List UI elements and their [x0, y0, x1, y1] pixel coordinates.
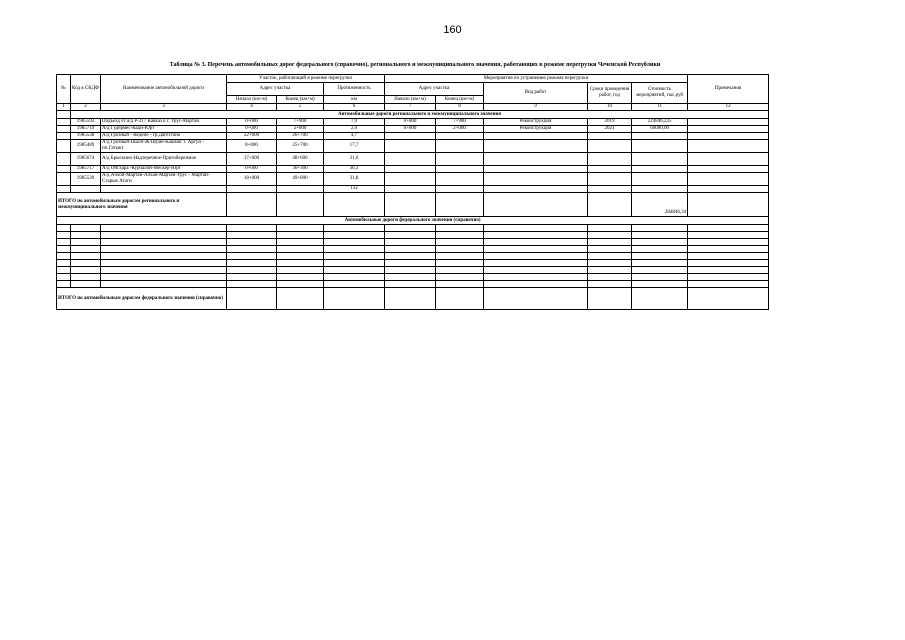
table-row: [57, 281, 769, 288]
column-number: 11: [632, 104, 688, 111]
header-notes: Примечания: [688, 75, 769, 104]
measure-start: [385, 133, 436, 140]
table-row: [57, 166, 769, 173]
header-start: Начало (км+м): [227, 96, 277, 104]
header-work-type: Вид работ: [484, 83, 588, 104]
section-end: 2+000: [277, 126, 324, 133]
section-length: 17,7: [324, 140, 385, 153]
header-cost: Стоимость мероприятий, тыс.руб: [632, 83, 688, 104]
total-federal-row: [57, 288, 769, 310]
section-federal-row: [57, 217, 769, 225]
work-year: [588, 140, 632, 153]
measure-cost: [632, 166, 688, 173]
header-code: Код в СКДФ: [71, 75, 101, 104]
section-start: 17+000: [227, 153, 277, 166]
section-length: 36,3: [324, 166, 385, 173]
work-type: [484, 173, 588, 186]
measure-end: [436, 140, 484, 153]
work-type: [484, 166, 588, 173]
work-year: 2021: [588, 126, 632, 133]
column-number: 1: [57, 104, 71, 111]
work-type: [484, 153, 588, 166]
table-row: [57, 140, 769, 153]
column-number: 4: [227, 104, 277, 111]
road-name: Подъезд от а/д Р-217 Кавказ к г. Урус-Мартан: [101, 119, 227, 126]
total-regional-cost: 284846,34: [632, 193, 688, 217]
header-start-measures: Начало (км+м): [385, 96, 436, 104]
work-year: [588, 153, 632, 166]
roads-table: [56, 74, 769, 310]
section-length: 7,9: [324, 119, 385, 126]
header-num: №: [57, 75, 71, 104]
road-name: А/д Гудермес-Кади-Юрт: [101, 126, 227, 133]
table-row: [57, 153, 769, 166]
measure-cost: 224846,235: [632, 119, 688, 126]
table-row: [57, 267, 769, 274]
section-start: 0+000: [227, 119, 277, 126]
table-row: [57, 225, 769, 232]
measure-cost: [632, 153, 688, 166]
measure-start: 0+000: [385, 119, 436, 126]
total-regional-label: ИТОГО по автомобильным дорогам регионального и межмуниципального значения: [57, 193, 227, 217]
section-start: 18+000: [227, 173, 277, 186]
page-number: 160: [443, 24, 462, 36]
section-regional-row: [57, 111, 769, 119]
measure-start: 0+000: [385, 126, 436, 133]
column-number: 10: [588, 104, 632, 111]
header-row-1: [57, 75, 769, 83]
length-total-row: [57, 186, 769, 193]
table-row: [57, 133, 769, 140]
column-number: 3: [101, 104, 227, 111]
road-name: А/д Брыскино-Надтеречное-Пригобережное: [101, 153, 227, 166]
road-name: А/д Ачхой-Мартан-Алхан-Мартан-Урус - Мартан-Старые Атаги: [101, 173, 227, 186]
road-code: 1985674: [71, 153, 101, 166]
header-length: Протяженность: [324, 83, 385, 96]
work-type: [484, 133, 588, 140]
work-type: Реконструкция: [484, 126, 588, 133]
work-type: [484, 140, 588, 153]
section-length: 31,8: [324, 173, 385, 186]
total-regional-row: [57, 193, 769, 217]
section-end: 36+300: [277, 166, 324, 173]
header-end-measures: Конец (км+м): [436, 96, 484, 104]
table-row: [57, 126, 769, 133]
measure-end: [436, 133, 484, 140]
column-number: 5: [277, 104, 324, 111]
measure-end: 2+000: [436, 126, 484, 133]
section-start: 0+000: [227, 166, 277, 173]
road-code: 1985719: [71, 126, 101, 133]
measure-start: [385, 153, 436, 166]
section-start: 22+000: [227, 133, 277, 140]
column-number: 9: [484, 104, 588, 111]
section-end: 26+700: [277, 133, 324, 140]
section-length: 4,7: [324, 133, 385, 140]
road-code: 1985717: [71, 166, 101, 173]
road-code: 1985592: [71, 119, 101, 126]
table-row: [57, 239, 769, 246]
measure-end: [436, 153, 484, 166]
measure-end: [436, 173, 484, 186]
section-start: 8+000: [227, 140, 277, 153]
header-address: Адрес участка: [227, 83, 324, 96]
section-end: 48+600: [277, 153, 324, 166]
measure-cost: [632, 140, 688, 153]
table-row: [57, 274, 769, 281]
column-number: 12: [688, 104, 769, 111]
road-code: 1985489: [71, 140, 101, 153]
total-federal-label: ИТОГО по автомобильным дорогам федерального значения (справочно): [57, 288, 227, 310]
measure-cost: [632, 133, 688, 140]
section-end: 49+800: [277, 173, 324, 186]
header-length-unit: км: [324, 96, 385, 104]
table-row: [57, 232, 769, 239]
document-title: Таблица № 3. Перечень автомобильных дорог федерального (справочно), регионального и межмуниципального значения, работающих в режиме перегрузки Чеченской Республики: [169, 62, 661, 68]
road-name: А/д Ойсхара -Курчалой-Мескер-Юрт: [101, 166, 227, 173]
section-federal-title: Автомобильные дороги федерального значения (справочно): [57, 217, 769, 225]
road-code: 1985539: [71, 173, 101, 186]
header-address-measures: Адрес участка: [385, 83, 484, 96]
section-end: 7+900: [277, 119, 324, 126]
work-year: [588, 173, 632, 186]
work-year: [588, 133, 632, 140]
road-name: А/д Грозный-Шали-Ж/Шуме-Кашмаг з. Аргун - пп.Гатыкт: [101, 140, 227, 153]
column-number: 7: [385, 104, 436, 111]
table-row: [57, 260, 769, 267]
measure-end: [436, 166, 484, 173]
regional-length-total: 132: [324, 186, 385, 193]
measure-start: [385, 166, 436, 173]
column-numbers-row: [57, 104, 769, 111]
measure-cost: [632, 173, 688, 186]
work-year: 2019: [588, 119, 632, 126]
work-type: Реконструкция: [484, 119, 588, 126]
section-length: 31,6: [324, 153, 385, 166]
column-number: 6: [324, 104, 385, 111]
header-period: Сроки проведения работ, год: [588, 83, 632, 104]
table-row: [57, 173, 769, 186]
table-row: [57, 253, 769, 260]
header-end: Конец (км+м): [277, 96, 324, 104]
column-number: 8: [436, 104, 484, 111]
section-length: 2,0: [324, 126, 385, 133]
road-name: А/д Грозный - Ведено - гр.Дагестана: [101, 133, 227, 140]
column-number: 2: [71, 104, 101, 111]
section-regional-title: Автомобильные дороги регионального и межмуниципального значения: [71, 111, 769, 119]
work-year: [588, 166, 632, 173]
measure-end: 7+900: [436, 119, 484, 126]
measure-cost: 60000,00: [632, 126, 688, 133]
header-measures: Мероприятия по устранению режима перегрузки: [385, 75, 688, 83]
measure-start: [385, 140, 436, 153]
table-row: [57, 119, 769, 126]
section-end: 25+700: [277, 140, 324, 153]
table-row: [57, 246, 769, 253]
header-road-name: Наименование автомобильной дороги: [101, 75, 227, 104]
measure-start: [385, 173, 436, 186]
header-overload-sections: Участок, работающий в режиме перегрузки: [227, 75, 385, 83]
road-code: 1985538: [71, 133, 101, 140]
section-start: 0+000: [227, 126, 277, 133]
